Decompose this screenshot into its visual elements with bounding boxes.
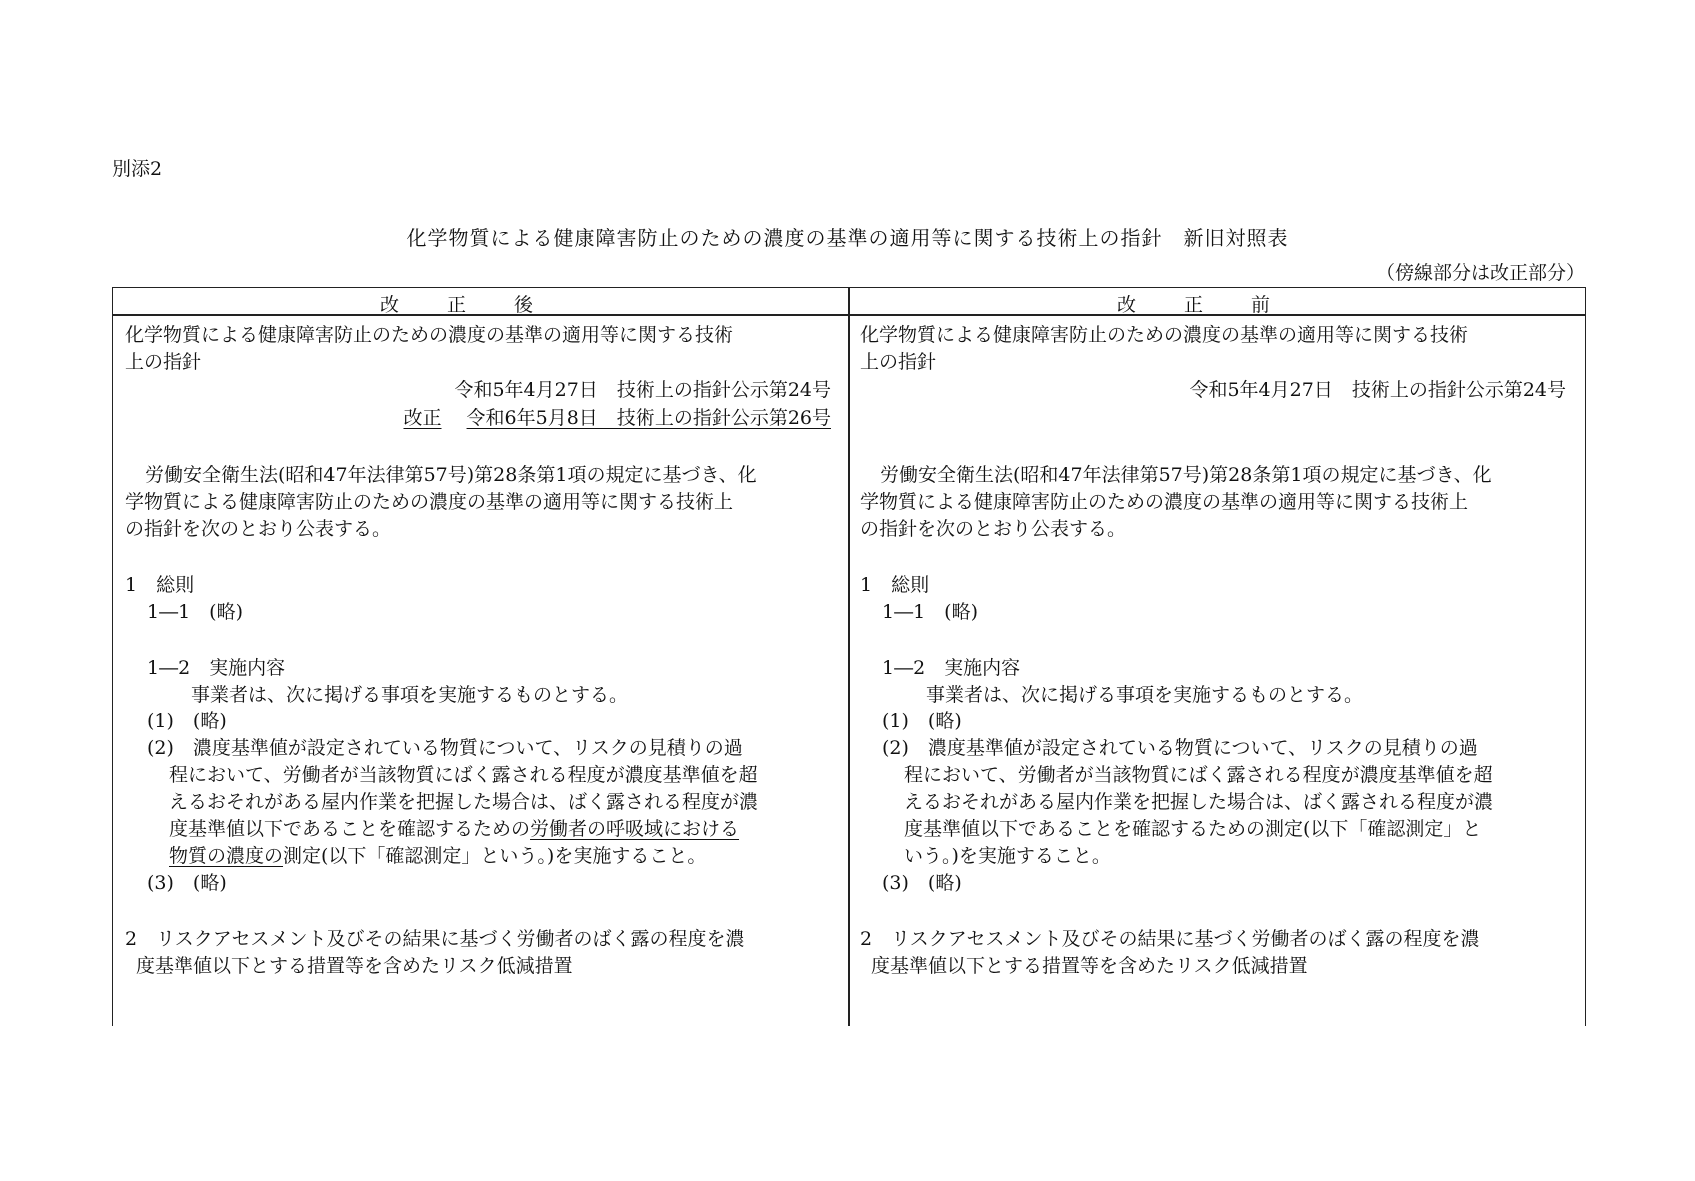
annex-label: 別添2 — [112, 158, 163, 180]
item2-line5-amended: 物質の濃度の — [169, 845, 284, 867]
old-item2-line4: 度基準値以下であることを確認するための測定(以下「確認測定」と — [904, 818, 1482, 840]
new-section1-1: 1―1 (略) — [147, 601, 244, 623]
amendment-detail: 令和6年5月8日 技術上の指針公示第26号 — [466, 407, 831, 429]
old-item2-line3: えるおそれがある屋内作業を把握した場合は、ばく露される程度が濃 — [904, 791, 1494, 813]
new-item2-line2: 程において、労働者が当該物質にばく露される程度が濃度基準値を超 — [169, 764, 758, 786]
old-item3: (3) (略) — [882, 872, 962, 894]
header-new: 改正後 — [379, 294, 581, 316]
amendment-prefix: 改正 — [403, 407, 442, 429]
new-section1-2: 1―2 実施内容 — [147, 657, 286, 679]
new-item2-line1: (2) 濃度基準値が設定されている物質について、リスクの見積りの過 — [147, 737, 743, 759]
item2-line5-text: 測定(以下「確認測定」という。)を実施すること。 — [283, 845, 707, 867]
new-section2-line2: 度基準値以下とする措置等を含めたリスク低減措置 — [136, 955, 573, 977]
old-section1-1: 1―1 (略) — [882, 601, 979, 623]
old-intro-line1: 労働安全衛生法(昭和47年法律第57号)第28条第1項の規定に基づき、化 — [880, 464, 1492, 486]
old-item2-line5: いう。)を実施すること。 — [904, 845, 1111, 867]
new-item1: (1) (略) — [147, 710, 227, 732]
old-section2-line2: 度基準値以下とする措置等を含めたリスク低減措置 — [871, 955, 1308, 977]
old-section1: 1 総則 — [860, 574, 930, 596]
new-title-line1: 化学物質による健康障害防止のための濃度の基準の適用等に関する技術 — [125, 324, 734, 346]
new-intro-line3: の指針を次のとおり公表する。 — [125, 518, 392, 540]
old-publication: 令和5年4月27日 技術上の指針公示第24号 — [1189, 379, 1566, 401]
old-section1-2-text: 事業者は、次に掲げる事項を実施するものとする。 — [926, 684, 1364, 706]
new-section1: 1 総則 — [125, 574, 195, 596]
document-title: 化学物質による健康障害防止のための濃度の基準の適用等に関する技術上の指針 新旧対照表 — [406, 226, 1289, 250]
old-section1-2: 1―2 実施内容 — [882, 657, 1021, 679]
column-divider — [848, 288, 850, 1026]
new-item3: (3) (略) — [147, 872, 227, 894]
header-old: 改正前 — [1116, 294, 1318, 316]
new-intro-line2: 学物質による健康障害防止のための濃度の基準の適用等に関する技術上 — [125, 491, 734, 513]
old-intro-line3: の指針を次のとおり公表する。 — [860, 518, 1127, 540]
new-publication: 令和5年4月27日 技術上の指針公示第24号 — [454, 379, 831, 401]
item2-line4-amended: 労働者の呼吸域における — [530, 818, 740, 840]
item2-line4-text: 度基準値以下であることを確認するための — [169, 818, 531, 840]
old-title-line1: 化学物質による健康障害防止のための濃度の基準の適用等に関する技術 — [860, 324, 1469, 346]
new-amendment — [403, 403, 831, 430]
new-item2-line5 — [169, 841, 706, 868]
new-title-line2: 上の指針 — [125, 351, 202, 373]
comparison-table — [112, 287, 1586, 1026]
old-title-line2: 上の指針 — [860, 351, 937, 373]
new-section2-line1: 2 リスクアセスメント及びその結果に基づく労働者のばく露の程度を濃 — [125, 928, 745, 950]
old-intro-line2: 学物質による健康障害防止のための濃度の基準の適用等に関する技術上 — [860, 491, 1469, 513]
new-item2-line3: えるおそれがある屋内作業を把握した場合は、ばく露される程度が濃 — [169, 791, 759, 813]
old-item1: (1) (略) — [882, 710, 962, 732]
old-section2-line1: 2 リスクアセスメント及びその結果に基づく労働者のばく露の程度を濃 — [860, 928, 1480, 950]
old-item2-line1: (2) 濃度基準値が設定されている物質について、リスクの見積りの過 — [882, 737, 1478, 759]
underline-note: （傍線部分は改正部分） — [1375, 262, 1585, 284]
new-section1-2-text: 事業者は、次に掲げる事項を実施するものとする。 — [191, 684, 629, 706]
new-item2-line4 — [169, 814, 739, 841]
old-item2-line2: 程において、労働者が当該物質にばく露される程度が濃度基準値を超 — [904, 764, 1493, 786]
new-intro-line1: 労働安全衛生法(昭和47年法律第57号)第28条第1項の規定に基づき、化 — [145, 464, 757, 486]
